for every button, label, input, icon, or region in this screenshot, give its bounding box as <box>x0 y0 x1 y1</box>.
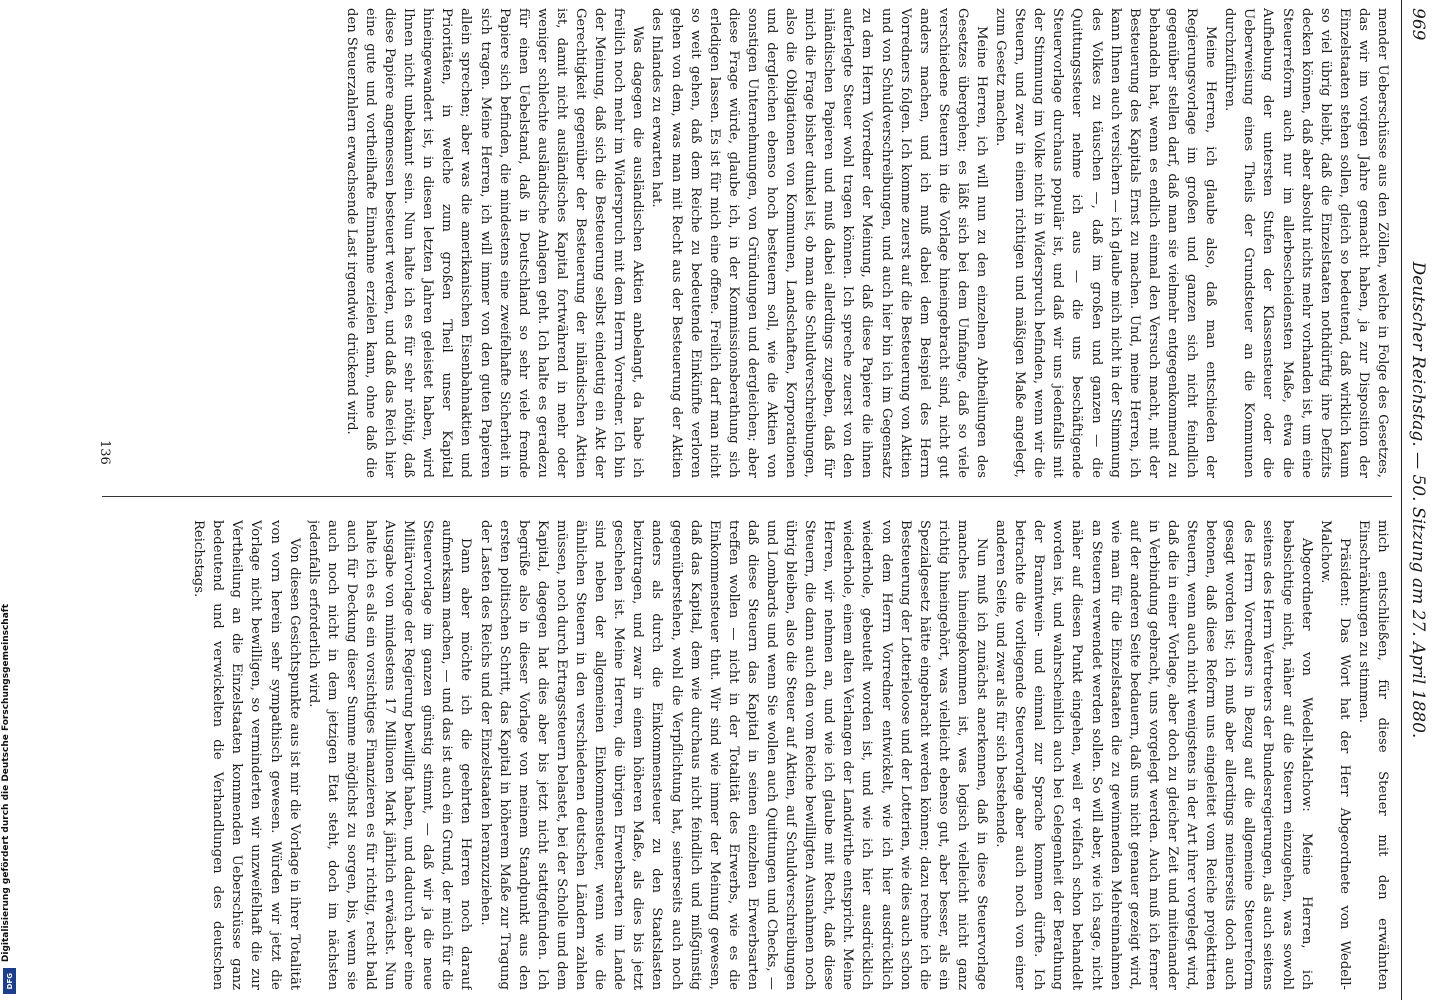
paragraph: Präsident: Das Wort hat der Herr Abgeordnete von Wedell-Malchow. <box>1317 520 1352 990</box>
scanned-page-viewport <box>78 0 1432 1000</box>
running-title: Deutscher Reichstag. — 50. Sitzung am 27. April 1880. <box>1408 261 1428 739</box>
digitisation-gutter <box>0 0 20 1000</box>
column-divider <box>102 496 1392 497</box>
paragraph: Meine Herren, ich glaube also, daß man entschieden der Regierungsvorlage im großen und ganzen sich nicht feindlich gegenüber stellen darf, daß man sie vielmehr entgegenkommend zu behandeln hat, wenn es endlich einmal den Versuch macht, mit der Besteuerung des Kapitals Ernst zu machen. Und, meine Herren, ich kann Ihnen auch versichern — ich glaube mich nicht in der Stimmung des Volkes zu täuschen —, daß im großen und ganzen — die Quittungssteuer nehme ich aus — die uns beschäftigende Steuervorlage durchaus populär ist, und daß wir uns jedenfalls mit der Stimmung im Volke nicht in Widerspruch befinden, wenn wir die Steuern, und zwar in einem richtigen und mäßigen Maße angelegt, zum Gesetz machen. <box>993 8 1219 478</box>
dfg-logo: DFG <box>3 968 16 994</box>
page-header <box>1401 0 1432 1000</box>
paragraph: Was dagegen die ausländischen Aktien anbelangt, da habe ich freilich noch mehr im Widerspruch mit dem Herrn Vorredner. Ich bin der Meinung, daß sich die Besteuerung selbst eindeutig ein Akt der Gerechtigkeit gegenüber der Besteuerung der inländischen Aktien ist, damit nicht ausländisches Kapital fortwährend in mehr oder weniger schlechte ausländische Anlagen geht. Ich halte es geradezu für einen Uebelstand, daß in Deutschland so sehr viele fremde Papiere sich befinden, die mindestens eine zweifelhafte Sicherheit in sich tragen. Meine Herren, ich will immer von den guten Papieren allein sprechen; aber was die amerikanischen Eisenbahnaktien und Prioritäten, in welche zum großen Theil unser Kapital hineingewandert ist, in diesen letzten Jahren geleistet haben, wird Ihnen nicht unbekannt sein. Nun halte ich es für sehr nöthig, daß diese Papiere angemessen besteuert werden, und daß das Reich hier eine gute und vortheilhafte Einnahme erzielen kann, ohne daß die den Steuerzahlern erwachsende Last irgendwie drückend wird. <box>343 8 646 478</box>
sheet-number: 136 <box>97 440 112 465</box>
paragraph: mich entschließen, für diese Steuer mit den erwähnten Einschränkungen zu stimmen. <box>1355 520 1390 990</box>
scanned-page <box>78 0 1432 1000</box>
page-number: 969 <box>1408 8 1428 41</box>
paragraph: mender Ueberschüsse aus den Zöllen, welche in Folge des Gesetzes, das wir im vorigen Jahre gemacht haben, ja zur Disposition der Einzelstaaten stehen sollen, gleich so bedeutend, daß wirklich kaum so viel übrig bleibt, daß die Einzelstaaten nothdürftig ihre Defizits decken können, daß aber absolut nichts mehr vorhanden ist, um eine Steuerreform auch nur im allerbescheidensten Maße, etwa die Aufhebung der untersten Stufen der Klassensteuer oder die Ueberweisung eines Theils der Grundsteuer an die Kommunen durchzuführen. <box>1222 8 1390 478</box>
paragraph: Dann aber möchte ich die geehrten Herren noch darauf aufmerksam machen, — und das ist auch ein Grund, der mich für die Steuervorlage im ganzen günstig stimmt, — daß wir ja die neue Militärvorlage der Regierung bewilligt haben, und dadurch aber eine Ausgabe von mindestens 17 Millionen Mark jährlich erwächst. Nun halte ich es als ein vorsichtiges Finanzieren es für richtig, recht bald auch für Deckung dieser Summe möglichst zu sorgen, bis, wenn sie auch noch nicht in dem jetzigen Etat steht, doch im nächsten jedenfalls erforderlich wird. <box>305 520 474 990</box>
paragraph: Nun muß ich zunächst anerkennen, daß in diese Steuervorlage manches hineingekommen ist, was logisch vielleicht nicht ganz richtig hineingehört, was vielleicht ebenso gut, aber besser, als ein Spezialgesetz hätte eingebracht werden können; dazu rechne ich die Besteuerung der Lotterieloose und der Lotterien, wie dies auch schon von dem Herrn Vorredner entwickelt, wie ich hier ausdrücklich wiederhole, gebeutelt worden ist, und wie ich hier ausdrücklich wiederhole, einem alten Verlangen der Landwirthe entspricht. Meine Herren, wir nehmen an, und wie ich glaube mit Recht, daß diese Steuern, die dann auch den vom Reiche bewilligten Ausnahmen noch übrig bleiben, also die Steuer auf Aktien, auf Schuldverschreibungen und Lombards und wenn Sie wollen auch Quittungen und Checks, — daß diese Steuern das Kapital in seinen einzelnen Erwerbsarten treffen wollen — nicht in der Totalität des Erwerbs, wie es die Einkommensteuer thut. Wir sind wie immer der Meinung gewesen, daß das Kapital, dem wie durchaus nicht feindlich und mißgünstig gegenüberstehen, wohl die Verpflichtung hat, seinerseits auch noch anders als durch die Einkommensteuer zu den Staatslasten beizutragen, und zwar in einem höheren Maße, als dies bis jetzt geschehen ist. Meine Herren, die übrigen Erwerbsarten im Lande sind neben der allgemeinen Einkommensteuer, wenn wie die ähnlichen Steuern in den verschiedenen deutschen Ländern zahlen müssen, noch durch Ertragssteuern belastet, bei der Scholle und dem Kapital, dagegen hat dies aber bis jetzt nicht stattgefunden. Ich begrüße also in dieser Vorlage von meinem Standpunkt aus den ersten politischen Schritt, das Kapital in höherem Maße zur Tragung der Lasten des Reichs und der Einzelstaaten heranzuziehen. <box>477 520 990 990</box>
text-column-right <box>102 520 1392 990</box>
paragraph: Abgeordneter von Wedell-Malchow: Meine Herren, ich beabsichtige nicht, näher auf die Steuern einzugehen, was sowohl seitens des Herrn Vertreters der Bundesregierungen, als auch seitens des Herrn Vorredners in Bezug auf die allgemeine Steuerreform gesagt worden ist; ich muß aber allerdings meinerseits doch auch betonen, daß diese Reform uns eingeleitet vom Reiche projektirten Steuern, wenn auch nicht wenigstens in der Art ihrer vorgelegt wird, daß die in einer Vorlage, aber doch zu gleicher Zeit und miteinander in Verbindung gebracht, uns vorgelegt werden. Auch muß ich ferner auf der anderen Seite bedauern, daß uns nicht genauer gezeigt wird, wie man für die Einzelstaaten die zu gewinnenden Mehreinnahmen an Steuern verwendet werden sollen. So will aber, wie ich sage, nicht näher auf diesen Punkt eingehen, weil er vielfach schon behandelt worden ist, und wahrscheinlich auch bei Gelegenheit der Berathung der Branntwein- und einmal zur Sprache kommen dürfte. Ich betrachte die vorliegende Steuervorlage aber auch noch von einer anderen Seite, und zwar als für sich bestehende. <box>993 520 1314 990</box>
text-column-left <box>102 8 1392 478</box>
digitisation-credit: Digitalisierung gefördert durch die Deutsche Forschungsgemeinschaft <box>1 604 11 963</box>
paragraph: Von diesen Gesichtspunkte aus ist mir die Vorlage in ihrer Totalität von vorn herein sehr sympathisch gewesen. Würden wir jetzt die Vorlage nicht bewilligen, so verminderten wir unzweifelhaft die zur Vertheilung an die Einzelstaaten kommenden Ueberschüsse ganz bedeutend und verwickelten die Verhandlungen des deutschen Reichstags. <box>191 520 302 990</box>
paragraph: Meine Herren, ich will nun zu den einzelnen Abtheilungen des Gesetzes übergehen; es läßt sich bei dem Umfange, daß so viele verschiedene Steuern in die Vorlage hineingebracht sind, nicht gut anders machen, und ich muß dabei dem Beispiel des Herrn Vorredners folgen. Ich komme zuerst auf die Besteuerung von Aktien und von Schuldverschreibungen, und auch hier bin ich im Gegensatz zu dem Herrn Vorredner der Meinung, daß diese Papiere die ihnen auferlegte Steuer wohl tragen können. Ich spreche zuerst von den inländischen Papieren und muß dabei allerdings zugeben, daß für mich die Frage bisher dunkel ist, ob man die Schuldverschreibungen, also die Obligationen von Kommunen, Landschaften, Korporationen und dergleichen ebenso hoch besteuern soll, wie die Aktien von sonstigen Unternehmungen, von Gründungen und dergleichen; aber diese Frage würde, glaube ich, in der Kommissionsberathung sich erledigen lassen. Es ist für mich eine offene. Freilich darf man nicht so weit gehen, daß dem Reiche zu bedeutende Einkünfte verloren gehen von dem, was man mit Recht aus der Besteuerung der Aktien des Inlandes zu erwarten hat. <box>649 8 990 478</box>
